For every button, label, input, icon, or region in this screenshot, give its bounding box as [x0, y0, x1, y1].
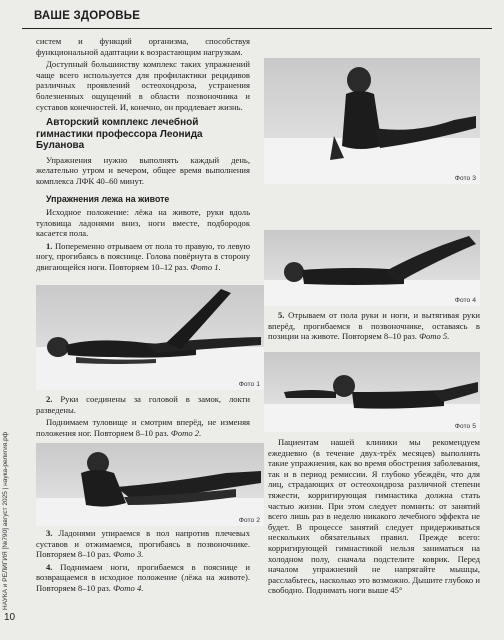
photo-5-figure [264, 352, 480, 432]
exercise-1: 1. Попеременно отрываем от пола то правую, то левую ногу, прогибаясь в пояснице. Голова повёрнута в сторону двигающейся ноги. Повторяем 10–12 раз. Фото 1. [36, 240, 250, 272]
complex-paragraph: Упражнения нужно выполнять каждый день, желательно утром и вечером, общее время выполнения комплекса ЛФК 40–60 минут. [36, 154, 250, 186]
start-position: Исходное положение: лёжа на животе, руки вдоль туловища ладонями вниз, ноги вместе, подбородок касается пола. [36, 207, 250, 239]
page-header [22, 6, 492, 29]
left-column-bottom [36, 528, 250, 596]
left-column-top [36, 36, 250, 275]
exercise-3: 3. Ладонями упираемся в пол напротив плечевых суставов и отжимаемся, прогибаясь в позвоночнике. Повторяем 8–10 раз. Фото 3. [36, 528, 250, 560]
exercise-2-continued: Поднимаем туловище и смотрим вперёд, не изменяя положения ног. Повторяем 8–10 раз. Фото 2. [36, 417, 250, 438]
photo-4-caption: Фото 4 [454, 297, 476, 304]
photo-2-caption: Фото 2 [238, 517, 260, 524]
photo-3-caption: Фото 3 [454, 175, 476, 182]
intro-paragraph-2: Доступный большинству комплекс таких упражнений чаще всего используется для профилактики рецидивов различных проявлений остеохондроза, устранения болезненных ощущений в области позвоночника и суставов конечностей. И, конечно, он продлевает жизнь. [36, 59, 250, 112]
exercise-4: 4. Поднимаем ноги, прогибаемся в пояснице и возвращаемся в исходное положение (лёжа на животе). Повторяем 8–10 раз. Фото 4. [36, 561, 250, 593]
photo-1-caption: Фото 1 [238, 381, 260, 388]
page-number: 10 [4, 612, 16, 623]
closing-paragraph: Пациентам нашей клиники мы рекомендуем ежедневно (в течение двух-трёх месяцев) выполнять такие упражнения, как во время обострения заболевания, так и в период ремиссии. Я глубоко убеждён, что для лиц, страдающих от остеохондроза различной степени тяжести, корригирующая гимнастика должна стать частью жизни. При этом следует помнить: от занятий всего лишь раз в неделю никакого лечебного эффекта не будет. В процессе занятий следует придерживаться нескольких обязательных правил. Прежде всего: корригирующей гимнастикой нельзя заниматься на холодном полу, сначала подстелите коврик. Перед началом упражнений не напрягайте мышцы, расслабьтесь, насколько это возможно. Дышите глубоко и свободно. Поднимать ноги выше 45° [268, 437, 480, 596]
photo-3-figure [264, 58, 480, 184]
photo-2 [36, 443, 264, 526]
right-column-middle [268, 310, 480, 344]
photo-2-figure [36, 443, 264, 526]
exercise-5: 5. Отрываем от пола руки и ноги, и вытягивая руки вперёд, прогибаемся в позвоночнике, оставаясь в позиции на животе. Повторяем 8–10 раз. Фото 5. [268, 310, 480, 342]
spine-caption: НАУКА и РЕЛИГИЯ [№790] август 2025 | наука-религия.рф [2, 431, 9, 610]
prone-title: Упражнения лежа на животе [46, 194, 170, 205]
photo-5 [264, 352, 480, 432]
exercise-2: 2. Руки соединены за головой в замок, локти разведены. [36, 394, 250, 415]
spine-text [0, 420, 18, 610]
right-column-bottom [268, 437, 480, 598]
left-column-middle [36, 394, 250, 440]
photo-1-figure [36, 285, 264, 390]
complex-title: Авторский комплекс лечебной гимнастики профессора Леонида Буланова [36, 117, 203, 152]
photo-1 [36, 285, 264, 390]
photo-3 [264, 58, 480, 184]
photo-4 [264, 230, 480, 306]
intro-paragraph-1: систем и функций организма, способствуя функциональной адаптации к возрастающим нагрузкам. [36, 36, 250, 57]
section-title: ВАШЕ ЗДОРОВЬЕ [34, 10, 141, 22]
photo-4-figure [264, 230, 480, 306]
photo-5-caption: Фото 5 [454, 423, 476, 430]
